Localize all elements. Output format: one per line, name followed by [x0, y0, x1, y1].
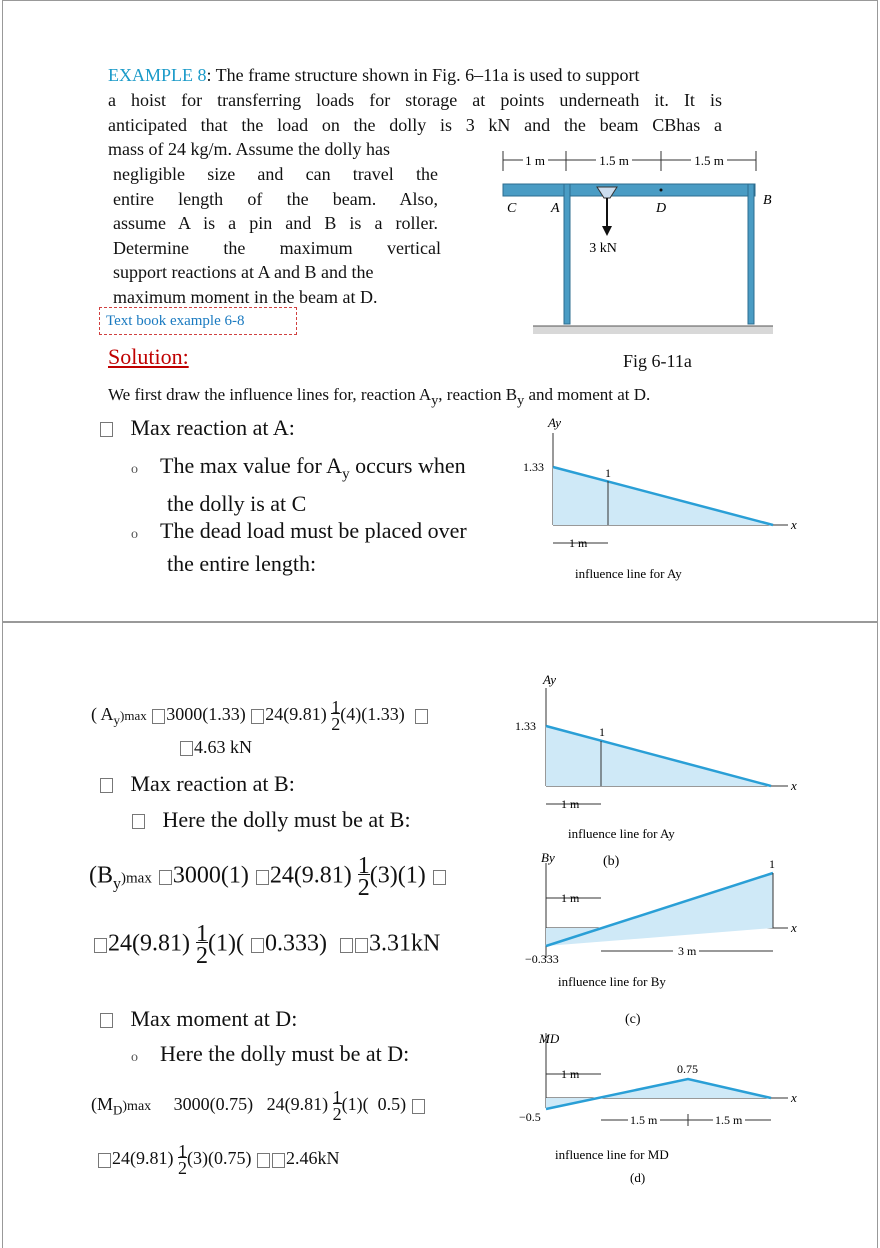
solution-heading: Solution:	[108, 344, 189, 369]
bullet-max-b: Max reaction at B:	[99, 771, 295, 797]
problem-line-5: negligible size and can travel the	[113, 164, 438, 184]
load-arrow-icon	[602, 226, 612, 236]
intro-text: We first draw the influence lines for, reaction $A_y$, reaction $B_y$ and moment at D.	[108, 385, 651, 409]
max-label: 1.33	[523, 460, 544, 474]
problem-line-6: entire length of the beam. Also,	[113, 189, 438, 209]
equation-md-line1: $(M_D)\max$ 3000(0.75) $24(9.81) \frac{1}{2}(1)$( 0.5)	[91, 1089, 426, 1123]
svg-text:x: x	[791, 920, 797, 935]
svg-text:−0.333: −0.333	[525, 952, 559, 966]
equation-ay-result: 4.63 kN	[179, 737, 252, 758]
problem-line-9: support reactions at A and B and the	[113, 262, 374, 282]
text: : The frame structure shown in Fig. 6–11a is used to support	[206, 65, 640, 85]
problem-line-1	[108, 65, 639, 86]
problem-line-8: Determine the maximum vertical	[113, 238, 441, 258]
caption: influence line for Ay	[575, 566, 682, 581]
dim-label: 1 m	[525, 153, 545, 168]
slide-1	[2, 0, 878, 622]
caption: influence line for Ay	[568, 826, 675, 841]
mid-label: 1	[605, 466, 611, 480]
sub-bullet-b: Here the dolly must be at B:	[131, 807, 411, 833]
figure-tag: (b)	[603, 854, 620, 869]
sub-bullet-2: o The dead load must be placed over the entire length:	[131, 518, 467, 576]
svg-text:1 m: 1 m	[561, 891, 580, 905]
svg-text:1: 1	[769, 857, 775, 871]
load-label: 3 kN	[589, 241, 617, 256]
sub-bullet-1: o The max value for $A_y$ occurs when the dolly is at C	[131, 453, 466, 517]
svg-text:By: By	[541, 850, 555, 865]
max-label: 1.33	[515, 719, 536, 733]
influence-lines-figure	[503, 668, 823, 1248]
point-c: C	[507, 201, 517, 216]
equation-ay-line1: ( $A_y)\max$ 3000(1.33) $24(9.81) \frac{1}{2}(4)(1.33)$	[91, 699, 429, 733]
figure-caption: Fig 6-11a	[623, 351, 692, 371]
problem-line-10: maximum moment in the beam at D.	[113, 287, 378, 307]
slide-2	[2, 622, 878, 1248]
caption: influence line for By	[558, 974, 666, 989]
column-a	[564, 184, 570, 324]
axis-label: Ay	[543, 672, 556, 687]
problem-line-7: assume A is a pin and B is a roller.	[113, 213, 438, 233]
equation-md-line2: $24(9.81) \frac{1}{2}(3)(0.75)$ 2.46kN	[97, 1143, 339, 1177]
influence-line-a-figure	[503, 413, 823, 588]
svg-text:0.75: 0.75	[677, 1062, 698, 1076]
svg-text:1.5 m: 1.5 m	[630, 1113, 658, 1127]
x-label: x	[791, 517, 797, 532]
equation-by-line2: $24(9.81) \frac{1}{2}(1)$( 0.333) 3.31kN	[93, 923, 440, 967]
figure-tag: (c)	[625, 1012, 641, 1027]
svg-text:1 m: 1 m	[561, 1067, 580, 1081]
frame-figure	[493, 146, 783, 376]
svg-text:−0.5: −0.5	[519, 1110, 541, 1124]
dim-label: 1.5 m	[694, 153, 724, 168]
example-label: EXAMPLE 8	[108, 65, 207, 85]
svg-text:MD: MD	[539, 1031, 560, 1046]
bullet-max-d: Max moment at D:	[99, 1006, 297, 1032]
ground	[533, 326, 773, 334]
dim-label: 1 m	[569, 536, 588, 550]
point-a: A	[551, 201, 560, 216]
svg-text:1 m: 1 m	[561, 797, 580, 811]
bullet-max-a: Max reaction at A:	[99, 415, 295, 441]
equation-by-line1: $(B_y)\max$ 3000(1) $24(9.81) \frac{1}{2}(3)(1)$	[89, 855, 447, 899]
point-b: B	[763, 193, 772, 208]
textbook-reference: Text book example 6-8	[99, 307, 297, 335]
sub-bullet-d: o Here the dolly must be at D:	[131, 1041, 410, 1066]
figure-tag: (d)	[630, 1170, 646, 1185]
svg-text:x: x	[791, 1090, 797, 1105]
caption: influence line for MD	[555, 1147, 669, 1162]
beam	[503, 184, 755, 196]
mid-label: 1	[599, 725, 605, 739]
dim-label: 1.5 m	[599, 153, 629, 168]
svg-text:x: x	[791, 778, 797, 793]
problem-line-2: a hoist for transferring loads for storage at points underneath it. It is	[108, 90, 722, 110]
svg-text:1.5 m: 1.5 m	[715, 1113, 743, 1127]
problem-line-4: mass of 24 kg/m. Assume the dolly has	[108, 139, 390, 159]
point-d: D	[656, 201, 667, 216]
column-b	[748, 184, 754, 324]
problem-line-3: anticipated that the load on the dolly is 3 kN and the beam CBhas a	[108, 115, 722, 135]
svg-text:3 m: 3 m	[678, 944, 697, 958]
axis-label: Ay	[548, 415, 561, 430]
